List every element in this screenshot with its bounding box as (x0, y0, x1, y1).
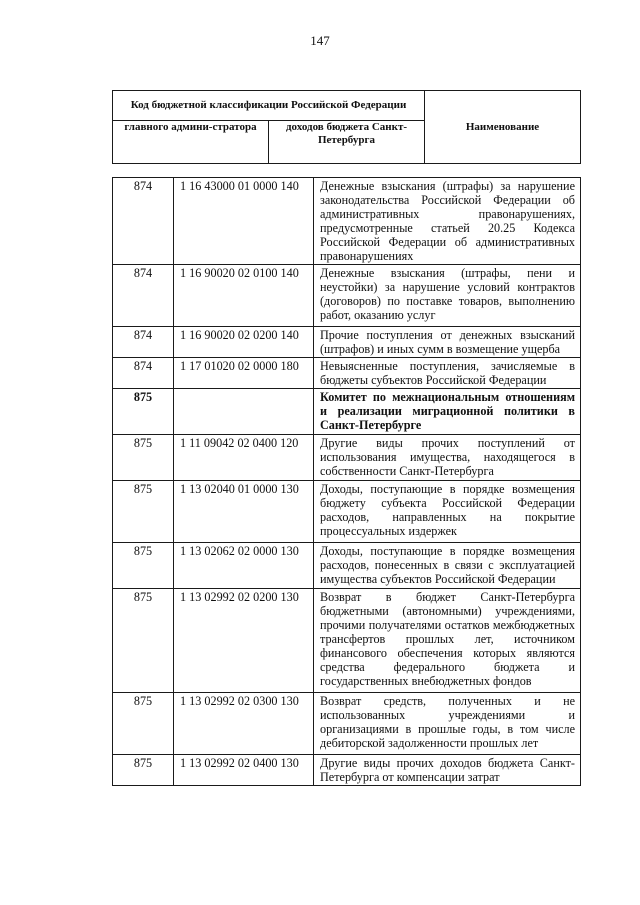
income-name-cell: Доходы, поступающие в порядке возмещения бюджету субъекта Российской Федерации расходов, направленных на покрытие процессуальных издержек (314, 481, 581, 543)
name-column-header: Наименование (425, 91, 581, 164)
income-code-cell: 1 13 02062 02 0000 130 (174, 543, 314, 589)
admin-code-cell: 874 (113, 358, 174, 389)
table-row (113, 589, 581, 693)
income-name-cell: Возврат средств, полученных и не использованных учреждениями и организациями в прошлые годы, в том числе дебиторской задолженности прошлых лет (314, 693, 581, 755)
admin-code-cell: 874 (113, 327, 174, 358)
admin-column-header: главного админи-стратора (113, 121, 269, 164)
table-row (113, 755, 581, 786)
income-name-cell: Доходы, поступающие в порядке возмещения расходов, понесенных в связи с эксплуатацией имущества субъектов Российской Федерации (314, 543, 581, 589)
table-header (112, 90, 581, 164)
table-row (113, 178, 581, 265)
page-number: 147 (310, 33, 330, 48)
admin-code-cell: 875 (113, 693, 174, 755)
income-name-cell: Комитет по межнациональным отношениям и реализации миграционной политики в Санкт-Петербурге (314, 389, 581, 435)
table-row (113, 358, 581, 389)
income-name-cell: Прочие поступления от денежных взысканий (штрафов) и иных сумм в возмещение ущерба (314, 327, 581, 358)
income-code-cell: 1 16 90020 02 0100 140 (174, 265, 314, 327)
income-code-cell: 1 16 43000 01 0000 140 (174, 178, 314, 265)
income-name-cell: Другие виды прочих доходов бюджета Санкт-Петербурга от компенсации затрат (314, 755, 581, 786)
admin-code-cell: 874 (113, 265, 174, 327)
income-name-cell: Невыясненные поступления, зачисляемые в бюджеты субъектов Российской Федерации (314, 358, 581, 389)
admin-code-cell: 875 (113, 389, 174, 435)
admin-code-cell: 875 (113, 435, 174, 481)
classification-header: Код бюджетной классификации Российской Федерации (113, 91, 425, 121)
income-column-header: доходов бюджета Санкт-Петербурга (269, 121, 425, 164)
income-code-cell: 1 13 02992 02 0300 130 (174, 693, 314, 755)
income-code-cell: 1 13 02040 01 0000 130 (174, 481, 314, 543)
income-code-cell (174, 389, 314, 435)
admin-code-cell: 875 (113, 755, 174, 786)
table-row (113, 693, 581, 755)
admin-code-cell: 875 (113, 481, 174, 543)
table-row (113, 327, 581, 358)
admin-code-cell: 875 (113, 589, 174, 693)
admin-code-cell: 875 (113, 543, 174, 589)
income-name-cell: Возврат в бюджет Санкт-Петербурга бюджетными (автономными) учреждениями, прочими получателями остатков межбюджетных трансфертов прошлых лет, источником финансового обеспечения которых являются средства федерального бюджета и государственных внебюджетных фондов (314, 589, 581, 693)
income-code-cell: 1 16 90020 02 0200 140 (174, 327, 314, 358)
income-table (112, 177, 581, 786)
income-name-cell: Другие виды прочих поступлений от использования имущества, находящегося в собственности Санкт-Петербурга (314, 435, 581, 481)
admin-code-cell: 874 (113, 178, 174, 265)
table-row (113, 389, 581, 435)
income-name-cell: Денежные взыскания (штрафы, пени и неустойки) за нарушение условий контрактов (договоров) по поставке товаров, выполнению работ, оказанию услуг (314, 265, 581, 327)
income-code-cell: 1 17 01020 02 0000 180 (174, 358, 314, 389)
table-row (113, 543, 581, 589)
table-row (113, 435, 581, 481)
table-row (113, 481, 581, 543)
income-code-cell: 1 11 09042 02 0400 120 (174, 435, 314, 481)
table-row (113, 265, 581, 327)
income-code-cell: 1 13 02992 02 0400 130 (174, 755, 314, 786)
income-code-cell: 1 13 02992 02 0200 130 (174, 589, 314, 693)
income-name-cell: Денежные взыскания (штрафы) за нарушение законодательства Российской Федерации об административных правонарушениях, предусмотренные статьей 20.25 Кодекса Российской Федерации об административных правонарушениях (314, 178, 581, 265)
